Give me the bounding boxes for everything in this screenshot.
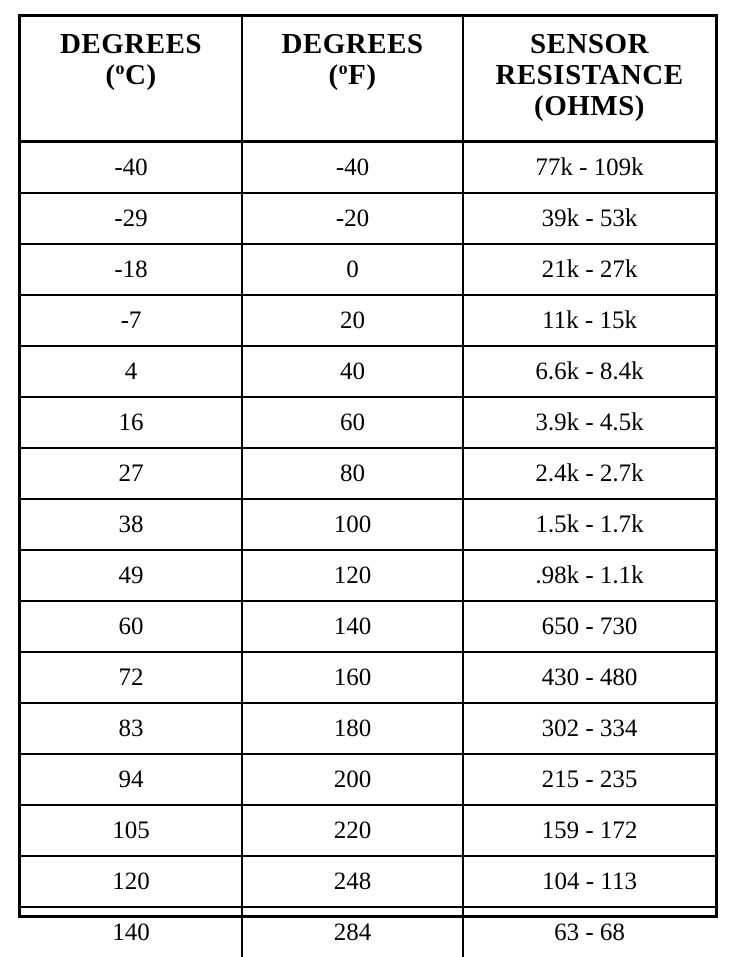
table-row: [21, 448, 715, 499]
resistance-cell: 39k - 53k: [463, 193, 715, 244]
resistance-cell: 1.5k - 1.7k: [463, 499, 715, 550]
resistance-cell: 21k - 27k: [463, 244, 715, 295]
header-degrees-f: [242, 17, 463, 142]
resistance-cell: 159 - 172: [463, 805, 715, 856]
header-sensor-resistance-line1: SENSOR: [464, 29, 715, 60]
degrees-c-cell: 140: [21, 907, 242, 957]
degrees-c-cell: 27: [21, 448, 242, 499]
degrees-c-cell: 94: [21, 754, 242, 805]
degrees-f-cell: 40: [242, 346, 463, 397]
table-row: [21, 754, 715, 805]
degrees-f-cell: 100: [242, 499, 463, 550]
resistance-cell: 2.4k - 2.7k: [463, 448, 715, 499]
resistance-cell: 104 - 113: [463, 856, 715, 907]
resistance-cell: 215 - 235: [463, 754, 715, 805]
degrees-f-cell: -20: [242, 193, 463, 244]
header-degrees-f-unit: [243, 60, 462, 91]
degrees-f-cell: 220: [242, 805, 463, 856]
table-row: [21, 601, 715, 652]
header-degrees-c-unit: [21, 60, 241, 91]
resistance-cell: 11k - 15k: [463, 295, 715, 346]
degrees-c-cell: 38: [21, 499, 242, 550]
degrees-c-cell: 4: [21, 346, 242, 397]
table-row: [21, 295, 715, 346]
sensor-resistance-table-container: [18, 14, 718, 918]
degrees-c-cell: -40: [21, 142, 242, 194]
resistance-cell: 77k - 109k: [463, 142, 715, 194]
degree-symbol: o: [339, 58, 349, 78]
degrees-f-cell: 248: [242, 856, 463, 907]
resistance-cell: 63 - 68: [463, 907, 715, 957]
degrees-f-cell: 284: [242, 907, 463, 957]
header-degrees-c-open: (: [105, 59, 115, 91]
table-row: [21, 499, 715, 550]
resistance-cell: 3.9k - 4.5k: [463, 397, 715, 448]
table-row: [21, 805, 715, 856]
table-body: [21, 142, 715, 957]
degrees-c-cell: 105: [21, 805, 242, 856]
header-sensor-resistance-line2: RESISTANCE: [464, 60, 715, 91]
degrees-f-cell: 140: [242, 601, 463, 652]
header-degrees-f-unit-text: F): [348, 59, 376, 91]
resistance-cell: 302 - 334: [463, 703, 715, 754]
header-row: [21, 17, 715, 142]
header-degrees-f-line1: DEGREES: [243, 29, 462, 60]
header-degrees-c-unit-text: C): [125, 59, 157, 91]
degrees-f-cell: 0: [242, 244, 463, 295]
sensor-resistance-table: [21, 17, 715, 957]
degrees-f-cell: 200: [242, 754, 463, 805]
table-row: [21, 703, 715, 754]
header-degrees-f-open: (: [328, 59, 338, 91]
resistance-cell: 6.6k - 8.4k: [463, 346, 715, 397]
degree-symbol: o: [116, 58, 126, 78]
degrees-c-cell: 16: [21, 397, 242, 448]
table-row: [21, 550, 715, 601]
degrees-c-cell: 49: [21, 550, 242, 601]
degrees-f-cell: 180: [242, 703, 463, 754]
header-degrees-c-line1: DEGREES: [21, 29, 241, 60]
degrees-c-cell: -29: [21, 193, 242, 244]
header-sensor-resistance: [463, 17, 715, 142]
degrees-f-cell: 160: [242, 652, 463, 703]
header-sensor-resistance-line3: (OHMS): [464, 91, 715, 122]
degrees-c-cell: 120: [21, 856, 242, 907]
degrees-f-cell: 20: [242, 295, 463, 346]
resistance-cell: 650 - 730: [463, 601, 715, 652]
degrees-c-cell: 72: [21, 652, 242, 703]
degrees-c-cell: 60: [21, 601, 242, 652]
degrees-f-cell: 80: [242, 448, 463, 499]
table-row: [21, 142, 715, 194]
table-row: [21, 907, 715, 957]
header-degrees-c: [21, 17, 242, 142]
degrees-c-cell: -7: [21, 295, 242, 346]
degrees-f-cell: 120: [242, 550, 463, 601]
degrees-c-cell: 83: [21, 703, 242, 754]
degrees-f-cell: -40: [242, 142, 463, 194]
table-row: [21, 346, 715, 397]
degrees-f-cell: 60: [242, 397, 463, 448]
table-row: [21, 193, 715, 244]
table-row: [21, 652, 715, 703]
resistance-cell: .98k - 1.1k: [463, 550, 715, 601]
degrees-c-cell: -18: [21, 244, 242, 295]
table-row: [21, 244, 715, 295]
table-row: [21, 856, 715, 907]
table-row: [21, 397, 715, 448]
resistance-cell: 430 - 480: [463, 652, 715, 703]
